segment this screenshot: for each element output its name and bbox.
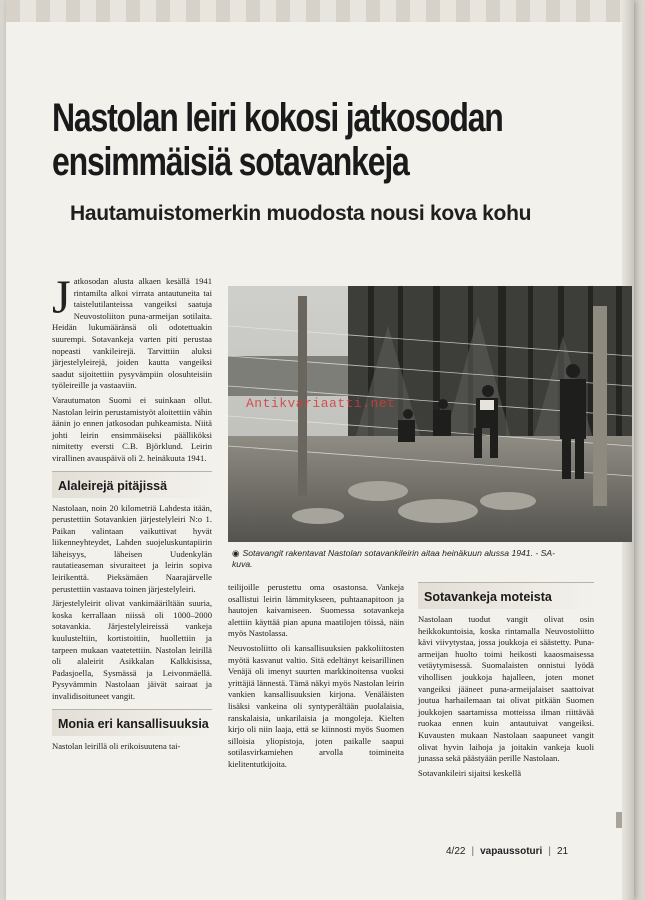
section2-paragraph-1: Nastolan leirillä oli erikoisuutena tai- xyxy=(52,740,181,751)
photo-caption: ◉ Sotavangit rakentavat Nastolan sotavankileirin aitaa heinäkuun alussa 1941. - SA-kuva. xyxy=(232,548,555,569)
page-footer xyxy=(446,846,606,857)
page-edge-tab xyxy=(616,812,622,828)
section1-paragraph-1: Nastolaan, noin 20 kilometriä Lahdesta itään, perustettiin Sotavankien järjestelyleiri N:o 1. Paikan valintaan vaikuttivat hyvät liikenneyhteydet, Lahden suojeluskuntapiirin läheisyys, läheisen Uudenkylän rautatieaseman sivuraiteet ja leirin sopiva leirikenttä. Pieksämäen Naarajärvelle perustettiin vastaava toinen järjestelyleiri. xyxy=(52,502,212,594)
section-heading-1: Alaleirejä pitäjissä xyxy=(52,471,212,498)
magazine-name: vapaussoturi xyxy=(480,846,543,857)
article-photo xyxy=(228,286,632,542)
text-column-1 xyxy=(52,271,212,752)
intro-paragraph-2: Varautumaton Suomi ei suinkaan ollut. Nastolan leirin perustamistyöt aloitettiin vähin äänin jo ennen jatkosodan puhkeamista. Niitä johti leirin ensimmäiseksi päälliköksi nimitetty eversti C.B. Björklund. Leirin virallinen avauspäivä oli 2. heinäkuuta 1941. xyxy=(52,394,212,463)
issue-number: 4/22 xyxy=(446,846,466,857)
col2-paragraph-1: teilijoille perustettu oma osastonsa. Vankeja osallistui leirin lämmitykseen, puhtaanapitoon ja hautojen kaivamiseen. Suomessa sotavankeja alettiin käyttää pian apuna maatilojen töissä, näin myös Nastolassa. xyxy=(228,582,404,639)
col2-paragraph-2: Neuvostoliitto oli kansallisuuksien pakkoliitosten myötä kasvanut valtio. Sitä edeltänyt keisarillinen Venäjä oli imenyt suurten markkinoitensa vuoksi yrittäjiä lännestä. Tämä näkyi myös Nastolan leirin vankien kansallisuuksien kirjona. Venäläisten lisäksi vankeina oli syntyperältään puolalaisia, ranskalaisia, unkarilaisia ja mongoleja. Kielten kirjo oli niin laaja, että se kiinnosti myös Suomen silloisia yliopistoja, joten paikalle saapui sotilasvirkamiehen arvolla toimineita kielitentutkijoita. xyxy=(228,642,404,769)
text-column-2 xyxy=(228,582,404,771)
text-column-3 xyxy=(418,582,594,779)
footer-separator: | xyxy=(548,846,551,857)
camera-icon: ◉ xyxy=(232,548,240,558)
section-heading-2: Monia eri kansallisuuksia xyxy=(52,709,212,736)
drop-cap: J xyxy=(52,271,71,324)
prisoners-building-fence-photo xyxy=(228,286,632,542)
section1-paragraph-2: Järjestelyleirit olivat vankimääriltään suuria, koska kerrallaan niissä oli 1000–2000 sotavankia. Järjestelyleireissä vankeja kuulusteltiin, kortistoitiin, huollettiin ja tarpeen mukaan vaatetettiin. Nastolan leirillä oli alaleirit Asikkalan Kalkkisissa, Padasjoella, Sysmässä ja Leivonmäellä. Pysyvämmin Nastolaan jäivät sairaat ja invalidisoituneet vangit. xyxy=(52,598,212,701)
page-number: 21 xyxy=(556,846,569,857)
decorative-top-band xyxy=(6,0,634,22)
col3-paragraph-2: Sotavankileiri sijaitsi keskellä xyxy=(418,767,522,778)
footer-separator: | xyxy=(471,846,475,857)
col3-paragraph-1: Nastolaan tuodut vangit olivat osin heikkokuntoisia, koska rintamalla Neuvostoliitto kävi viivytystaa, jossa joukkoja ei säästetty. Puna-armeijan huolto toimi heikosti kaaosmaisessa vetäytymisessä. Suomalaisten onnistui lyödä vihollisen joukkoja hajalleen, joten monet vangeiksi jääneet puna-armeijalaiset saattoivat joutua harhailemaan tai olivat pitkään Suomen joukkojen saartamissa motteissa ilman riittävää ruokaa ennen kuin antautuivat vangeiksi. Kuvausten mukaan Nastolaan saapuneet vangit olivat hyvin laihoja ja joitakin vankeja kuoli junassa sekä päästyään perille Nastolaan. xyxy=(418,614,594,764)
section-heading-3: Sotavankeja moteista xyxy=(418,582,594,609)
article-subheadline: Hautamuistomerkin muodosta nousi kova kohu xyxy=(70,202,532,225)
article-headline xyxy=(52,96,612,184)
intro-paragraph-1: Jatkosodan alusta alkaen kesällä 1941 rintamilta alkoi virrata antautuneita tai taistelutilanteissa vangeiksi saatuja Neuvostoliiton puna-armeijan sotilaita. Heidän lukumääränsä oli odotettuakin suurempi. Sotavankeja varten piti perustaa nopeasti vankileirejä. Tarvittiin aluksi järjestelyleirejä, joiden kautta vangeiksi saadut sijoitettiin pysyvämpiin olosuhteisiin työleireille ja vastaaviin. xyxy=(52,271,212,391)
magazine-page xyxy=(6,0,634,900)
headline-line-2: ensimmäisiä sotavankeja xyxy=(52,140,409,184)
headline-line-1: Nastolan leiri kokosi jatkosodan xyxy=(52,96,503,140)
watermark-text: Antikvariaatti.net xyxy=(246,396,396,411)
